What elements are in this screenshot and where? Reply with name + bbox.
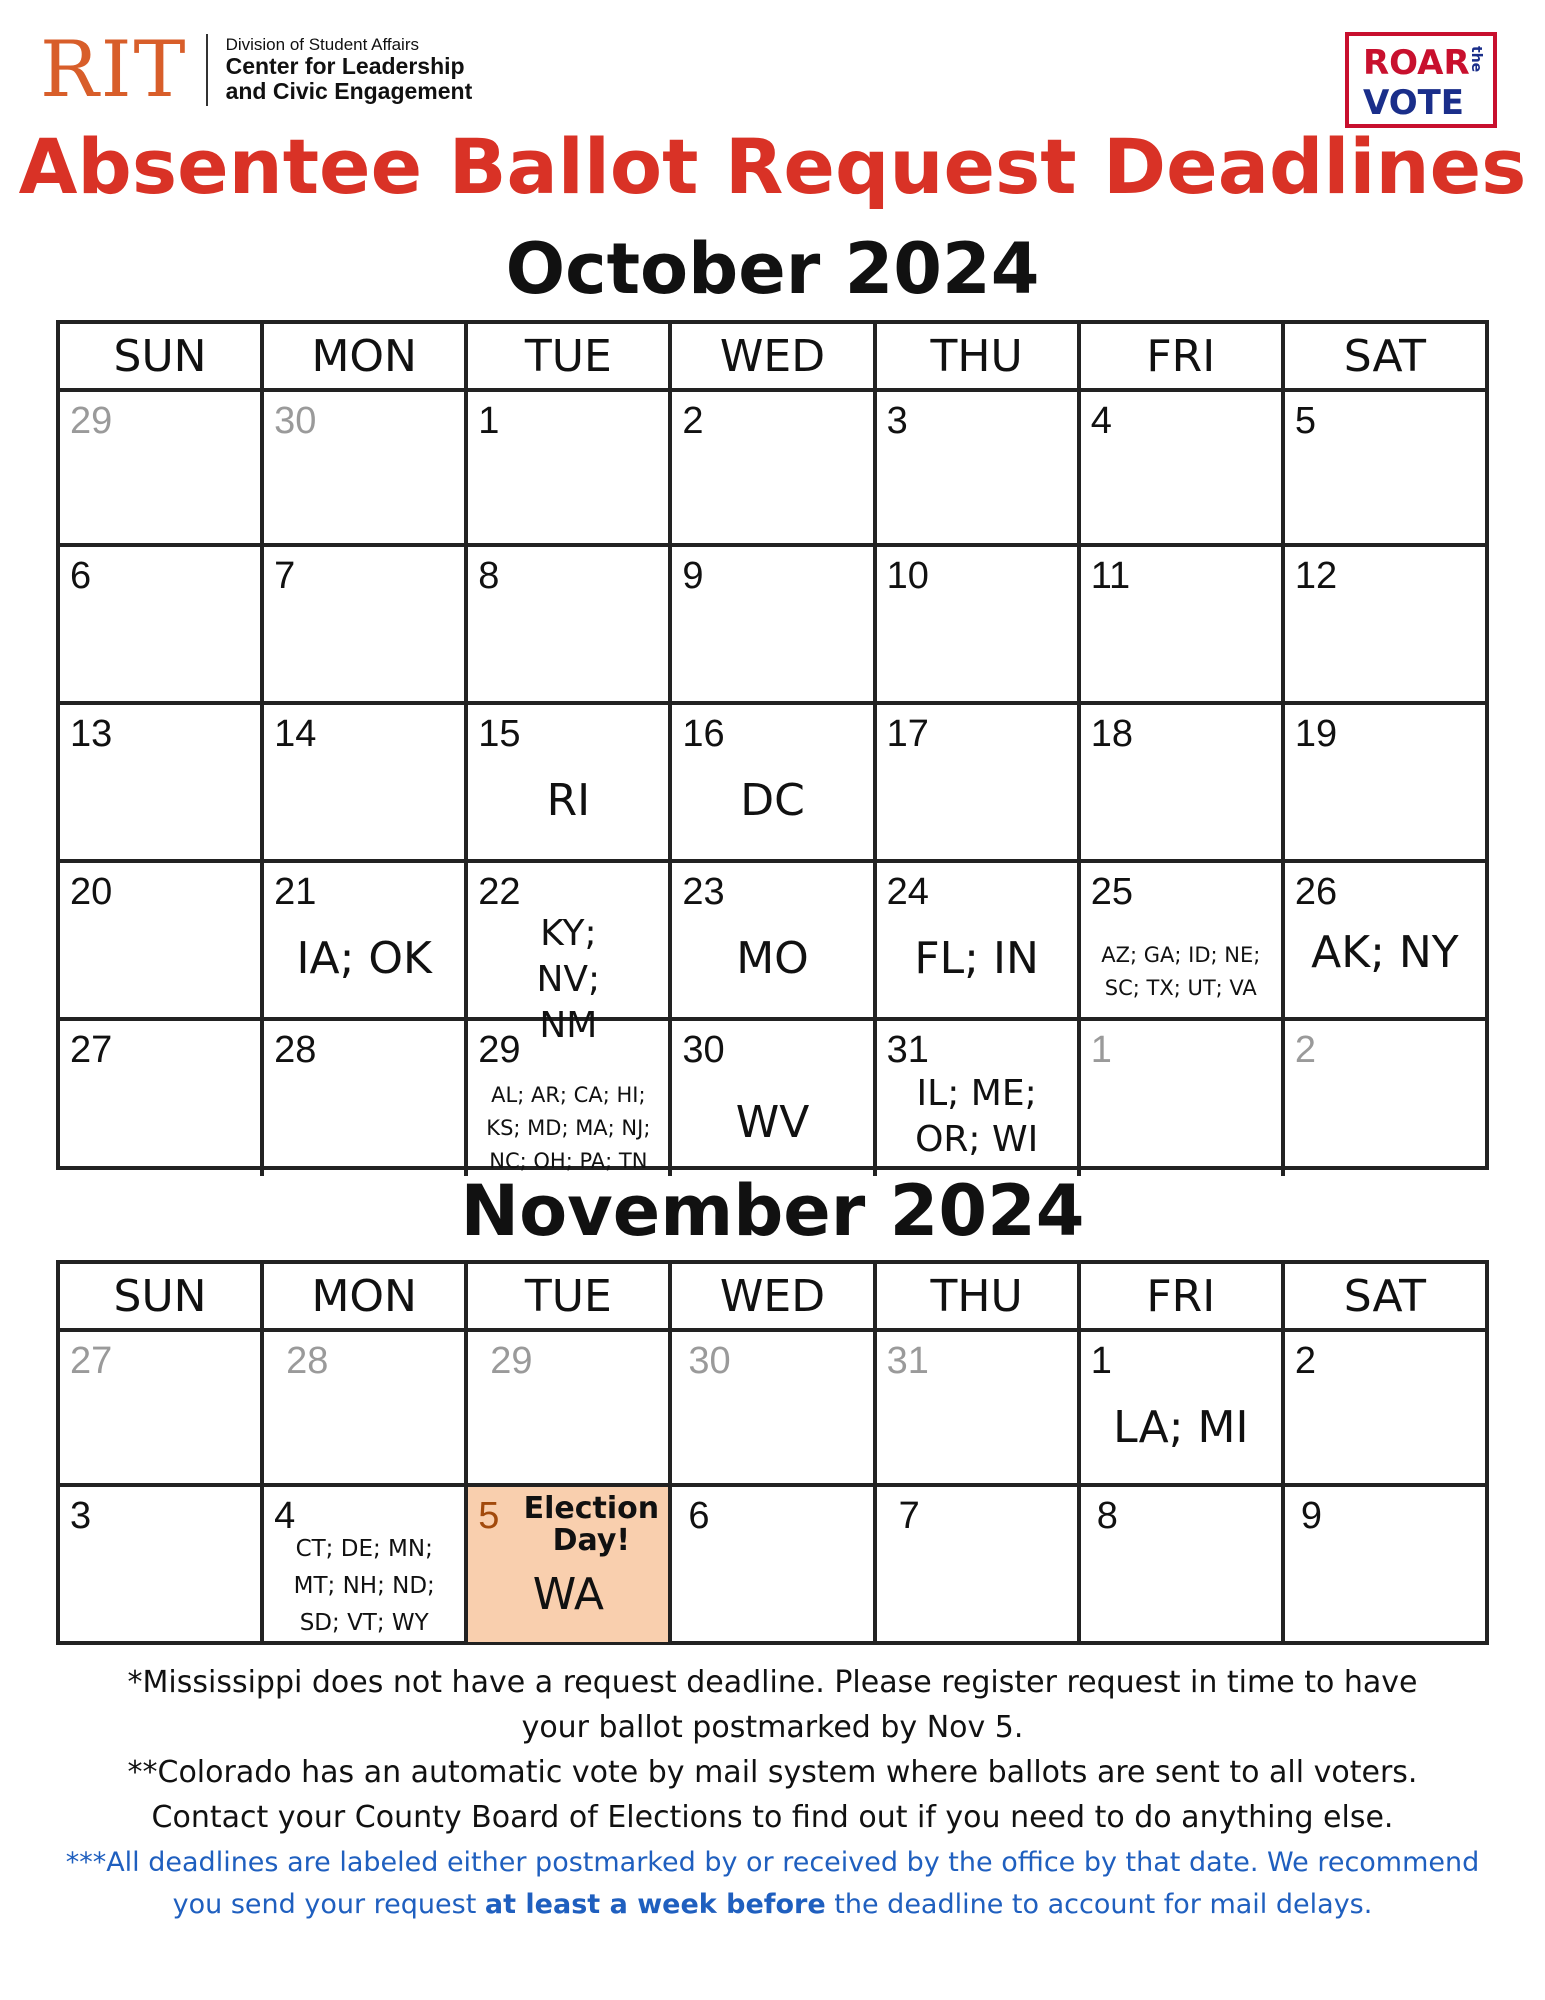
day-number: 2 [1294, 1029, 1316, 1071]
weekday-header: SAT [1343, 330, 1427, 382]
calendar-day [468, 547, 672, 701]
calendar-day [264, 1021, 468, 1176]
deadline-states: AL; AR; CA; HI; KS; MD; MA; NJ; NC; OH; PA; TN [486, 1083, 651, 1174]
day-number: 30 [682, 1029, 725, 1071]
calendar-week [60, 705, 1485, 863]
calendar-day [877, 1332, 1081, 1483]
day-number: 7 [898, 1495, 920, 1537]
deadline-states: WA [532, 1569, 604, 1620]
day-number: 27 [70, 1029, 113, 1071]
footnotes [40, 1660, 1505, 1926]
election-day-cell [468, 1487, 672, 1642]
weekday-header: WED [672, 1264, 876, 1328]
calendar-day [1081, 705, 1285, 859]
day-number: 27 [70, 1340, 113, 1382]
calendar-day [877, 705, 1081, 859]
day-number: 18 [1090, 713, 1133, 755]
deadline-states: MO [736, 933, 809, 984]
day-number: 23 [682, 871, 725, 913]
colorado-note: **Colorado has an automatic vote by mail system where ballots are sent to all voters. Contact your County Board of Elections to find out if you need to do anything else. [127, 1755, 1418, 1835]
day-number: 4 [1090, 400, 1112, 442]
roar-logo-top: ROAR [1363, 43, 1470, 83]
calendar-day [1285, 392, 1485, 543]
deadline-states: DC [740, 775, 805, 826]
day-number: 16 [682, 713, 725, 755]
day-number: 8 [478, 555, 500, 597]
calendar-day [60, 1487, 264, 1642]
mississippi-note: *Mississippi does not have a request deadline. Please register request in time to have your ballot postmarked by Nov 5. [127, 1665, 1418, 1745]
roar-the-vote-logo [1345, 32, 1497, 128]
calendar-day [1081, 863, 1285, 1017]
day-number: 10 [886, 555, 929, 597]
day-number: 1 [478, 400, 500, 442]
calendar-day [264, 1487, 468, 1642]
weekday-header-row [60, 1264, 1485, 1332]
day-number: 19 [1294, 713, 1338, 755]
calendar-day [264, 547, 468, 701]
day-number: 25 [1090, 871, 1133, 913]
deadline-states: FL; IN [914, 933, 1039, 984]
calendar-day [672, 547, 876, 701]
calendar-day [672, 705, 876, 859]
calendar-day [264, 863, 468, 1017]
day-number: 20 [70, 871, 113, 913]
calendar-day [672, 1021, 876, 1176]
calendar-day [468, 1021, 672, 1176]
day-number: 3 [886, 400, 908, 442]
deadline-states: AZ; GA; ID; NE; SC; TX; UT; VA [1101, 943, 1261, 1000]
calendar-day [877, 1487, 1081, 1642]
calendar-week [60, 1021, 1485, 1176]
deadline-note [40, 1842, 1505, 1926]
calendar-week [60, 863, 1485, 1047]
calendar-day [1285, 547, 1485, 701]
day-number: 5 [1294, 400, 1316, 442]
day-number: 30 [274, 400, 317, 442]
day-number: 9 [1300, 1495, 1322, 1537]
calendar-day [468, 705, 672, 859]
weekday-header: SUN [60, 324, 264, 388]
day-number: 28 [274, 1029, 317, 1071]
calendar-week [60, 1487, 1485, 1642]
day-number: 5 [478, 1495, 500, 1537]
weekday-header: WED [672, 324, 876, 388]
day-number: 24 [886, 871, 929, 913]
weekday-header: MON [264, 324, 468, 388]
calendar-day [264, 1332, 468, 1483]
calendar-day [1285, 1021, 1485, 1176]
roar-logo-bottom: VOTE [1363, 83, 1465, 123]
day-number: 13 [70, 713, 113, 755]
deadline-note-emphasis: at least a week before [484, 1888, 826, 1920]
deadline-states: RI [546, 775, 591, 826]
calendar-day [60, 1021, 264, 1176]
calendar-week [60, 547, 1485, 705]
calendar-day [60, 547, 264, 701]
day-number: 29 [70, 400, 113, 442]
deadline-states: CT; DE; MN; MT; NH; ND; SD; VT; WY [293, 1536, 435, 1636]
deadline-note-text-1: ***All deadlines are labeled either postmarked by or received by the office by that date. We recommend you send your request [65, 1847, 1480, 1920]
day-number: 9 [682, 555, 704, 597]
calendar-day [1081, 392, 1285, 543]
calendar-day [60, 863, 264, 1017]
day-number: 30 [688, 1340, 731, 1382]
day-number: 7 [274, 555, 296, 597]
calendar-day [60, 392, 264, 543]
calendar-day [60, 1332, 264, 1483]
day-number: 26 [1294, 871, 1338, 913]
calendar-day [877, 547, 1081, 701]
logo-divider [206, 34, 208, 106]
november-calendar [56, 1260, 1489, 1645]
weekday-header-row [60, 324, 1485, 392]
november-title: November 2024 [460, 1170, 1085, 1252]
day-number: 4 [274, 1495, 296, 1537]
calendar-day [672, 392, 876, 543]
day-number: 2 [1294, 1340, 1316, 1382]
weekday-header: FRI [1081, 1264, 1285, 1328]
calendar-day [1081, 1021, 1285, 1176]
calendar-day [60, 705, 264, 859]
calendar-day [877, 863, 1081, 1017]
calendar-day [468, 392, 672, 543]
day-number: 31 [886, 1340, 929, 1382]
day-number: 17 [886, 713, 929, 755]
calendar-day [468, 863, 672, 1047]
calendar-day [672, 863, 876, 1017]
calendar-day [877, 1021, 1081, 1176]
weekday-header: THU [877, 1264, 1081, 1328]
weekday-header: TUE [468, 324, 672, 388]
calendar-week [60, 1332, 1485, 1487]
page-title: Absentee Ballot Request Deadlines [18, 122, 1527, 211]
calendar-day [264, 705, 468, 859]
day-number: 11 [1090, 555, 1131, 597]
day-number: 22 [478, 871, 521, 913]
calendar-day [1285, 1332, 1485, 1483]
division-name: Division of Student Affairs [225, 34, 419, 54]
day-number: 2 [682, 400, 704, 442]
weekday-header: MON [264, 1264, 468, 1328]
day-number: 12 [1294, 555, 1338, 597]
deadline-note-text-2: the deadline to account for mail delays. [834, 1888, 1373, 1920]
calendar-day [672, 1487, 876, 1642]
day-number: 29 [478, 1029, 521, 1071]
department-name-line-1: Center for Leadership [225, 53, 465, 80]
calendar-day [1285, 863, 1485, 1017]
calendar-week [60, 392, 1485, 547]
weekday-header: FRI [1081, 324, 1285, 388]
day-number: 6 [70, 555, 92, 597]
day-number: 21 [274, 871, 317, 913]
weekday-header: THU [877, 324, 1081, 388]
roar-logo-the: the [1468, 46, 1484, 73]
deadline-states: IL; ME; OR; WI [915, 1073, 1039, 1161]
election-day-label: Election Day! [523, 1491, 660, 1558]
day-number: 6 [688, 1495, 710, 1537]
calendar-day [672, 1332, 876, 1483]
calendar-day [1081, 1332, 1285, 1483]
calendar-day [264, 392, 468, 543]
day-number: 3 [70, 1495, 92, 1537]
calendar-day [468, 1332, 672, 1483]
calendar-day [1285, 1487, 1485, 1642]
calendar-day [1081, 547, 1285, 701]
day-number: 1 [1090, 1029, 1112, 1071]
rit-department [226, 36, 473, 104]
weekday-header: SAT [1343, 1270, 1427, 1322]
weekday-header: TUE [468, 1264, 672, 1328]
calendar-day [877, 392, 1081, 543]
day-number: 29 [490, 1340, 533, 1382]
deadline-states: WV [735, 1097, 810, 1148]
october-title: October 2024 [505, 228, 1040, 310]
rit-logo [40, 25, 473, 115]
department-name-line-2: and Civic Engagement [225, 78, 473, 105]
day-number: 28 [286, 1340, 329, 1382]
day-number: 8 [1096, 1495, 1118, 1537]
deadline-states: KY; NV; NM [536, 913, 601, 1047]
day-number: 1 [1090, 1340, 1112, 1382]
weekday-header: SUN [60, 1264, 264, 1328]
rit-wordmark: RIT [40, 25, 188, 115]
calendar-day [1081, 1487, 1285, 1642]
deadline-states: AK; NY [1311, 927, 1459, 978]
deadline-states: LA; MI [1113, 1402, 1249, 1453]
day-number: 14 [274, 713, 317, 755]
deadline-states: IA; OK [296, 933, 432, 984]
day-number: 15 [478, 713, 521, 755]
day-number: 31 [886, 1029, 929, 1071]
october-calendar [56, 320, 1489, 1174]
calendar-day [1285, 705, 1485, 859]
